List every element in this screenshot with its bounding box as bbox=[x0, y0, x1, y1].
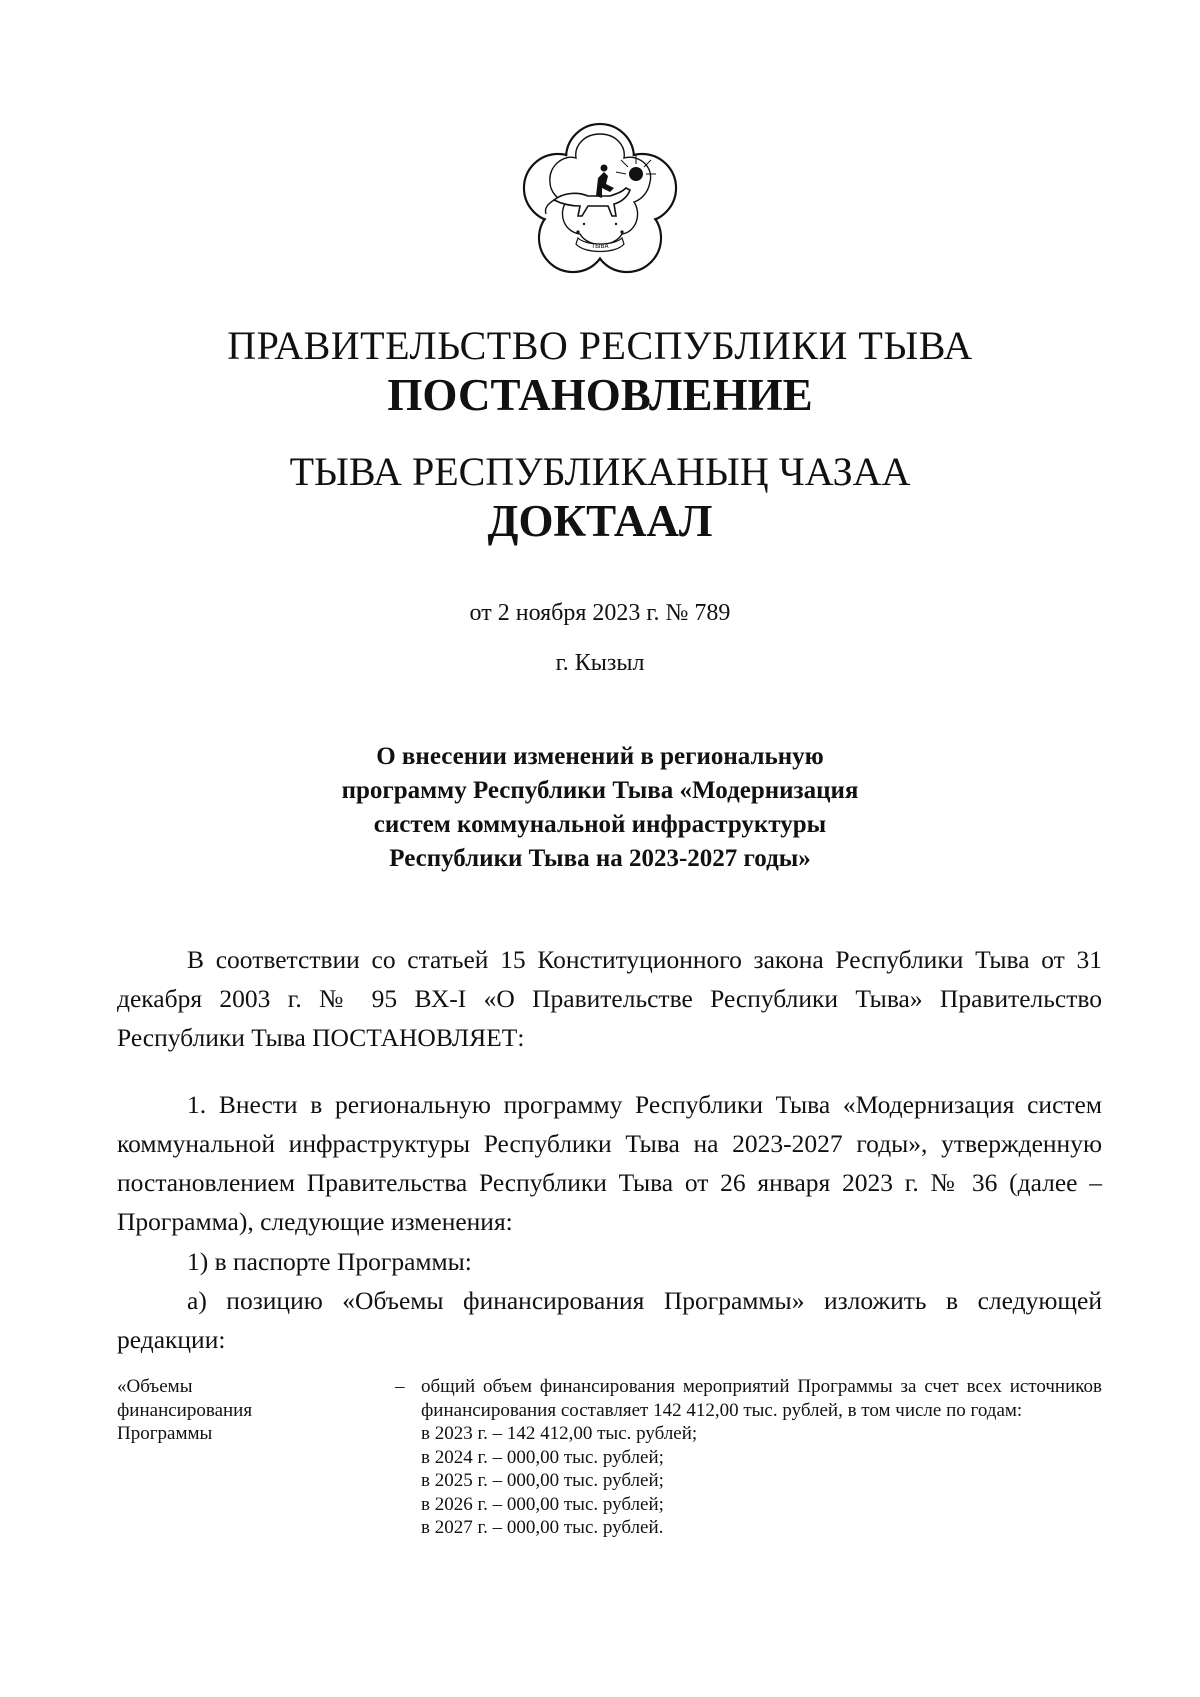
svg-text:ТЫВА: ТЫВА bbox=[591, 243, 609, 250]
item-1-paragraph: 1. Внести в региональную программу Республики Тыва «Модернизация систем коммунальной инфраструктуры Республики Тыва на 2023-2027 годы», утвержденную постановлением Правительства Республики Тыва от 26 января 2023 г. № 36 (далее – Программа), следующие изменения: bbox=[117, 1090, 1102, 1236]
item-1-1a-paragraph: а) позицию «Объемы финансирования Программы» изложить в следующей редакции: bbox=[117, 1286, 1102, 1354]
passport-position-label bbox=[117, 1375, 317, 1446]
preamble-paragraph: В соответствии со статьей 15 Конституционного закона Республики Тыва от 31 декабря 2003 г. № 95 ВХ-I «О Правительстве Республики Тыва» Правительство Республики Тыва ПОСТАНОВЛЯЕТ: bbox=[117, 945, 1102, 1052]
financing-year-line: в 2025 г. – 000,00 тыс. рублей; bbox=[421, 1470, 664, 1491]
financing-year-line: в 2024 г. – 000,00 тыс. рублей; bbox=[421, 1446, 664, 1468]
passport-label-line: Программы bbox=[117, 1423, 213, 1444]
financing-year-line: в 2023 г. – 142 412,00 тыс. рублей; bbox=[421, 1423, 698, 1444]
document-type-ru: ПОСТАНОВЛЕНИЕ bbox=[387, 370, 813, 420]
government-title-tyvan: ТЫВА РЕСПУБЛИКАНЫҢ ЧАЗАА bbox=[289, 449, 911, 494]
coat-of-arms-emblem bbox=[518, 118, 682, 282]
document-title-line: О внесении изменений в региональную bbox=[376, 743, 824, 770]
passport-position-value bbox=[421, 1375, 1102, 1540]
financing-year-line: в 2026 г. – 000,00 тыс. рублей; bbox=[421, 1493, 664, 1515]
document-title-line: систем коммунальной инфраструктуры bbox=[373, 811, 827, 838]
document-type-tyvan: ДОКТААЛ bbox=[487, 496, 713, 546]
passport-label-line: финансирования bbox=[117, 1399, 253, 1421]
financing-year-line: в 2027 г. – 000,00 тыс. рублей. bbox=[421, 1517, 664, 1538]
document-city: г. Кызыл bbox=[555, 650, 645, 676]
document-title-line: программу Республики Тыва «Модернизация bbox=[341, 777, 859, 804]
document-date-number: от 2 ноября 2023 г. № 789 bbox=[469, 600, 731, 626]
government-title: ПРАВИТЕЛЬСТВО РЕСПУБЛИКИ ТЫВА bbox=[227, 323, 973, 368]
item-1-1-paragraph: 1) в паспорте Программы: bbox=[187, 1247, 472, 1276]
document-title bbox=[0, 740, 1200, 876]
passport-dash: – bbox=[395, 1376, 405, 1397]
document-title-line: Республики Тыва на 2023-2027 годы» bbox=[389, 845, 811, 872]
financing-total-text: общий объем финансирования мероприятий Программы за счет всех источников финансирования составляет 142 412,00 тыс. рублей, в том числе по годам: bbox=[421, 1376, 1102, 1421]
passport-label-line: «Объемы bbox=[117, 1376, 193, 1397]
